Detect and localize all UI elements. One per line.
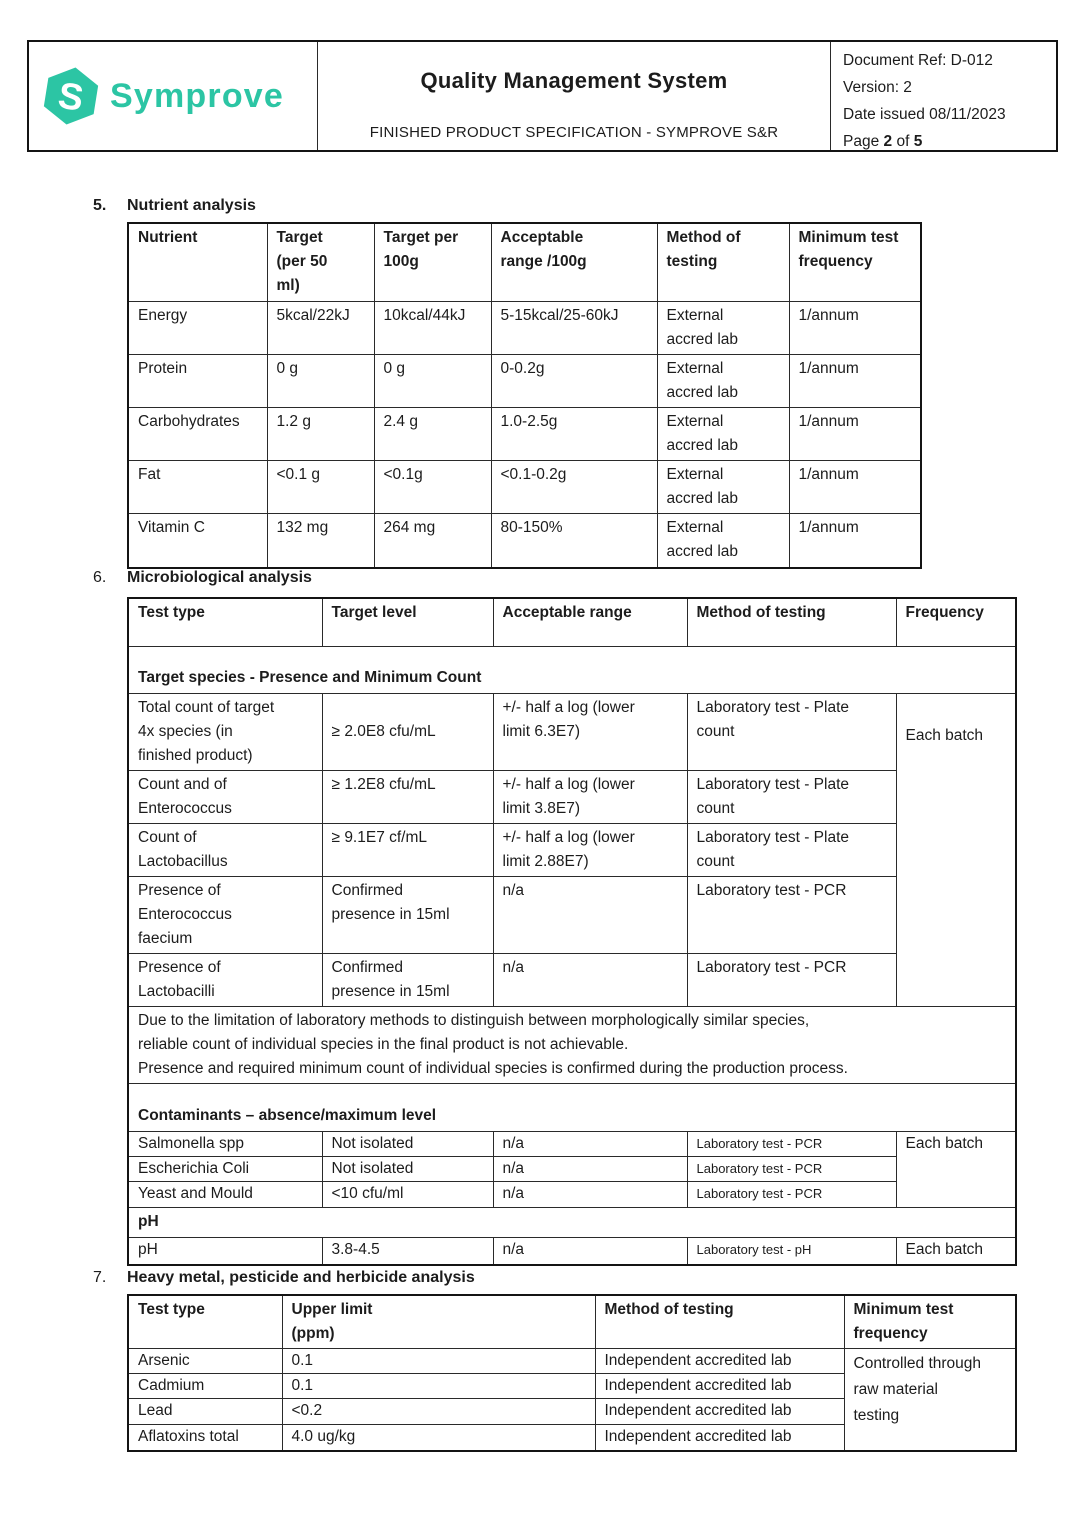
table-cell: +/- half a log (lower limit 3.8E7) <box>493 770 687 823</box>
group-label-row <box>128 1083 1016 1131</box>
table-row <box>128 460 921 513</box>
table-cell: +/- half a log (lower limit 6.3E7) <box>493 693 687 770</box>
table-header-row <box>128 1295 1016 1349</box>
page-number: 2 <box>883 133 893 150</box>
table-cell: n/a <box>493 1156 687 1181</box>
table-cell: Presence of Lactobacilli <box>128 953 322 1006</box>
table-cell: Lead <box>128 1399 282 1425</box>
table-cell: 3.8-4.5 <box>322 1237 493 1265</box>
column-header: Target level <box>322 598 493 646</box>
table-cell: External accred lab <box>657 354 789 407</box>
table-cell: 5kcal/22kJ <box>267 301 374 354</box>
column-header: Method of testing <box>687 598 896 646</box>
table-row <box>128 693 1016 770</box>
table-header-row <box>128 598 1016 646</box>
table-header-row <box>128 223 921 301</box>
table-cell: +/- half a log (lower limit 2.88E7) <box>493 823 687 876</box>
table-cell: n/a <box>493 876 687 953</box>
table-cell: Cadmium <box>128 1374 282 1399</box>
column-header: Target per 100g <box>374 223 491 301</box>
table-cell: 1/annum <box>789 301 921 354</box>
logo-letter: S <box>55 73 87 119</box>
column-header: Acceptable range <box>493 598 687 646</box>
table-cell: Fat <box>128 460 267 513</box>
table-cell: Laboratory test - PCR <box>687 1131 896 1156</box>
table-cell: n/a <box>493 1181 687 1207</box>
table-row <box>128 1237 1016 1265</box>
table-cell: Laboratory test - PCR <box>687 1156 896 1181</box>
table-cell: n/a <box>493 1237 687 1265</box>
table-row <box>128 953 1016 1006</box>
table-cell: Laboratory test - Plate count <box>687 693 896 770</box>
table-cell: 4.0 ug/kg <box>282 1425 595 1451</box>
logo-cell <box>29 42 318 150</box>
note-line: Due to the limitation of laboratory methods to distinguish between morphologically similar species, reliable count of individual species in the final product is not achievable. <box>138 1011 810 1053</box>
doc-page-indicator <box>843 128 1052 155</box>
frequency-merged-cell: Each batch <box>896 1131 1016 1207</box>
column-header: Target (per 50 ml) <box>267 223 374 301</box>
document-info-cell <box>831 42 1056 150</box>
group-label: Contaminants – absence/maximum level <box>128 1083 1016 1131</box>
table-cell: Independent accredited lab <box>595 1425 844 1451</box>
table-cell: <10 cfu/ml <box>322 1181 493 1207</box>
heavy-metal-analysis-table <box>127 1294 1017 1452</box>
section-heading-nutrient <box>93 196 256 216</box>
table-cell: Presence of Enterococcus faecium <box>128 876 322 953</box>
table-cell: 1/annum <box>789 354 921 407</box>
table-row <box>128 1181 1016 1207</box>
group-label: Target species - Presence and Minimum Count <box>128 646 1016 693</box>
table-cell: ≥ 2.0E8 cfu/mL <box>322 693 493 770</box>
table-cell: 0-0.2g <box>491 354 657 407</box>
header-title-cell <box>318 42 831 150</box>
table-row <box>128 1156 1016 1181</box>
table-cell: 0.1 <box>282 1349 595 1374</box>
column-header: Frequency <box>896 598 1016 646</box>
table-cell: Laboratory test - PCR <box>687 953 896 1006</box>
column-header: Test type <box>128 598 322 646</box>
table-cell: Laboratory test - Plate count <box>687 823 896 876</box>
table-row <box>128 301 921 354</box>
table-row <box>128 823 1016 876</box>
table-cell: Laboratory test - Plate count <box>687 770 896 823</box>
doc-version: Version: 2 <box>843 79 912 96</box>
table-cell: pH <box>128 1237 322 1265</box>
table-cell: External accred lab <box>657 460 789 513</box>
table-cell: 5-15kcal/25-60kJ <box>491 301 657 354</box>
column-header-line: Upper limit <box>291 1301 373 1318</box>
document-header <box>27 40 1058 152</box>
section-number: 7. <box>93 1269 107 1286</box>
note-line: Presence and required minimum count of individual species is confirmed during the production process. <box>138 1059 848 1077</box>
microbiological-analysis-table <box>127 597 1017 1266</box>
column-header: Test type <box>128 1295 282 1349</box>
section-title: Microbiological analysis <box>127 569 312 586</box>
table-cell: 0.1 <box>282 1374 595 1399</box>
table-cell: Vitamin C <box>128 513 267 568</box>
table-cell: 1/annum <box>789 513 921 568</box>
page-prefix: Page <box>843 133 884 150</box>
column-header: Acceptable range /100g <box>491 223 657 301</box>
table-cell: Confirmed presence in 15ml <box>322 876 493 953</box>
frequency-merged-cell: Each batch <box>896 693 1016 1006</box>
frequency-merged-cell: Controlled through raw material testing <box>844 1349 1016 1451</box>
table-cell: Carbohydrates <box>128 407 267 460</box>
table-cell: 1.2 g <box>267 407 374 460</box>
table-cell: Laboratory test - PCR <box>687 876 896 953</box>
note-row <box>128 1006 1016 1083</box>
table-cell: Total count of target 4x species (in finished product) <box>128 693 322 770</box>
doc-date-issued: Date issued 08/11/2023 <box>843 106 1006 123</box>
table-cell: ≥ 1.2E8 cfu/mL <box>322 770 493 823</box>
table-row <box>128 513 921 568</box>
table-row <box>128 1131 1016 1156</box>
limitation-note <box>128 1006 1016 1083</box>
symprove-logo-icon <box>41 66 101 126</box>
column-header: Minimum test frequency <box>844 1295 1016 1349</box>
group-label-row <box>128 646 1016 693</box>
table-cell: External accred lab <box>657 513 789 568</box>
table-cell: Protein <box>128 354 267 407</box>
table-cell: Salmonella spp <box>128 1131 322 1156</box>
table-cell: ≥ 9.1E7 cf/mL <box>322 823 493 876</box>
document-title: Quality Management System <box>420 68 728 93</box>
table-cell: <0.2 <box>282 1399 595 1425</box>
table-cell: Arsenic <box>128 1349 282 1374</box>
nutrient-analysis-table <box>127 222 922 569</box>
table-cell: Confirmed presence in 15ml <box>322 953 493 1006</box>
table-row <box>128 770 1016 823</box>
table-cell: n/a <box>493 1131 687 1156</box>
table-cell: Aflatoxins total <box>128 1425 282 1451</box>
table-cell: 1.0-2.5g <box>491 407 657 460</box>
section-heading-micro <box>93 568 312 588</box>
column-header: Minimum test frequency <box>789 223 921 301</box>
group-label: pH <box>128 1207 1016 1237</box>
table-cell: External accred lab <box>657 301 789 354</box>
table-cell: Independent accredited lab <box>595 1349 844 1374</box>
table-cell: <0.1g <box>374 460 491 513</box>
table-cell: 264 mg <box>374 513 491 568</box>
table-cell: 80-150% <box>491 513 657 568</box>
table-cell: 2.4 g <box>374 407 491 460</box>
table-cell: External accred lab <box>657 407 789 460</box>
section-heading-heavy <box>93 1268 475 1288</box>
table-cell: Escherichia Coli <box>128 1156 322 1181</box>
table-cell: Not isolated <box>322 1131 493 1156</box>
table-cell: 0 g <box>374 354 491 407</box>
table-cell: Not isolated <box>322 1156 493 1181</box>
table-row <box>128 1349 1016 1374</box>
table-cell: Each batch <box>896 1237 1016 1265</box>
table-row <box>128 876 1016 953</box>
section-number: 6. <box>93 569 107 586</box>
column-header: Nutrient <box>128 223 267 301</box>
table-cell: Laboratory test - pH <box>687 1237 896 1265</box>
section-title: Nutrient analysis <box>127 197 256 214</box>
group-label-row <box>128 1207 1016 1237</box>
table-cell: Count and of Enterococcus <box>128 770 322 823</box>
table-row <box>128 407 921 460</box>
table-cell: 1/annum <box>789 460 921 513</box>
brand-wordmark: Symprove <box>110 76 285 115</box>
table-cell: 0 g <box>267 354 374 407</box>
table-cell: <0.1 g <box>267 460 374 513</box>
table-cell: Laboratory test - PCR <box>687 1181 896 1207</box>
table-cell: Independent accredited lab <box>595 1374 844 1399</box>
column-header: Method of testing <box>657 223 789 301</box>
page-total: 5 <box>913 133 923 150</box>
table-cell: 10kcal/44kJ <box>374 301 491 354</box>
document-subtitle: FINISHED PRODUCT SPECIFICATION - SYMPROVE S&R <box>369 124 779 141</box>
table-cell: n/a <box>493 953 687 1006</box>
column-header-line: (ppm) <box>291 1325 335 1342</box>
section-number: 5. <box>93 197 107 214</box>
table-cell: Independent accredited lab <box>595 1399 844 1425</box>
table-cell: Count of Lactobacillus <box>128 823 322 876</box>
section-title: Heavy metal, pesticide and herbicide analysis <box>127 1269 475 1286</box>
page-of: of <box>892 133 914 150</box>
table-row <box>128 354 921 407</box>
column-header <box>282 1295 595 1349</box>
table-cell: 1/annum <box>789 407 921 460</box>
column-header: Method of testing <box>595 1295 844 1349</box>
table-cell: Energy <box>128 301 267 354</box>
doc-ref: Document Ref: D-012 <box>843 52 993 69</box>
table-cell: 132 mg <box>267 513 374 568</box>
table-cell: <0.1-0.2g <box>491 460 657 513</box>
table-cell: Yeast and Mould <box>128 1181 322 1207</box>
